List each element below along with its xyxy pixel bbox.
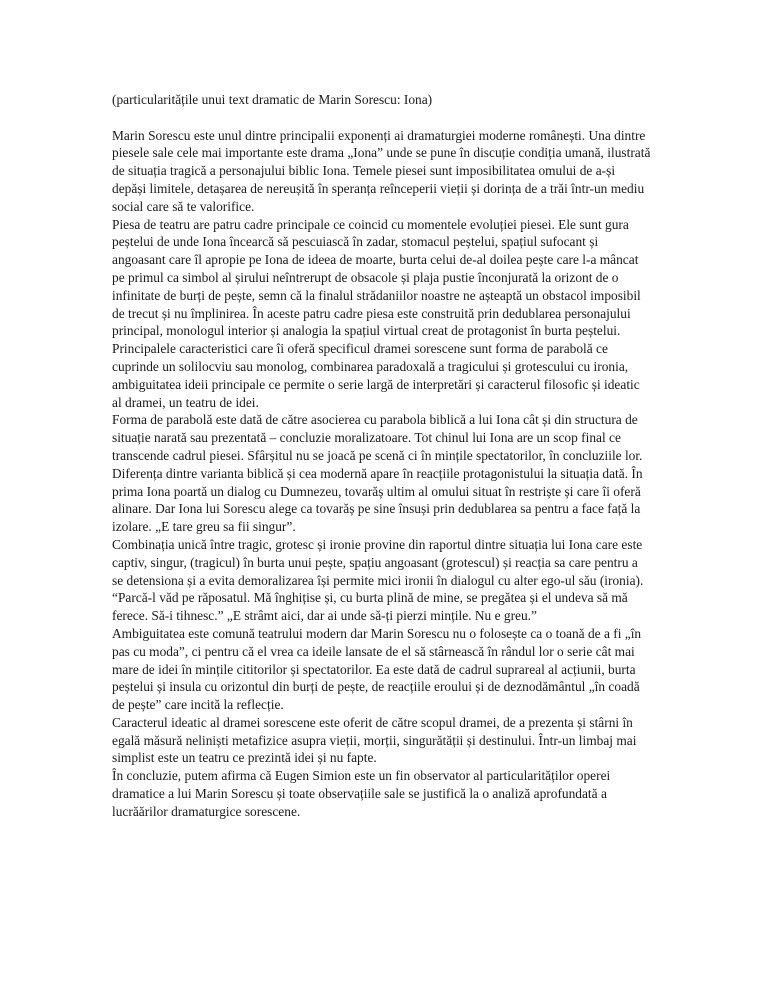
document-page <box>112 91 652 821</box>
paragraph-tragic-grotesc-ironie: Combinația unică între tragic, grotesc și ironie provine din raportul dintre situația lui Iona care este captiv, singur, (tragicul) în burta unui pește, spațiu angoasant (grotescul) și reacția sa care pentru a se detensiona și a evita demoralizarea își permite mici ironii în dialogul cu alter ego-ul său (ironia). “Parcă-l văd pe răposatul. Mă înghițise și, cu burta plină de mine, se pregătea și el undeva să mă ferece. Să-i tihnesc.” „E strâmt aici, dar ai unde să-ți pierzi mințile. Nu e greu.” <box>112 536 644 624</box>
paragraph-caracter-ideatic: Caracterul ideatic al dramei sorescene este oferit de către scopul dramei, de a prezenta și stârni în egală măsură neliniști metafizice asupra vieții, morții, singurătății și destinului. Într-un limbaj mai simplist este un teatru ce prezintă idei și nu fapte. <box>112 714 637 766</box>
paragraph-parabola: Forma de parabolă este dată de către asocierea cu parabola biblică a lui Iona cât și din structura de situație narată sau prezentată – concluzie moralizatoare. Tot chinul lui Iona are un scop final ce transcende cadrul piesei. Sfârșitul nu se joacă pe scenă ci în mințile spectatorilor, în concluziile lor. Diferența dintre varianta biblică și cea modernă apare în reacțiile protagonistului la situația dată. În prima Iona poartă un dialog cu Dumnezeu, tovarăș ultim al omului situat în restriște și care îi oferă alinare. Dar Iona lui Sorescu alege ca tovarăș pe sine însuși prin dedublarea sa pentru a face față la izolare. „E tare greu sa fii singur”. <box>112 412 643 535</box>
paragraph-ambiguitate: Ambiguitatea este comună teatrului modern dar Marin Sorescu nu o folosește ca o toană de a fi „în pas cu moda”, ci pentru că el vrea ca ideile lansate de el să stârnească în rândul lor o serie cât mai mare de idei în mințile cititorilor și spectatorilor. Ea este dată de cadrul suprareal al acțiunii, burta peștelui și insula cu orizontul din burți de pește, de reacțiile eroului și de deznodământul „în coadă de pește” care incită la reflecție. <box>112 625 642 713</box>
paragraph-caracteristici: Principalele caracteristici care îi oferă specificul dramei sorescene sunt forma de parabolă ce cuprinde un solilocviu sau monolog, combinarea paradoxală a tragicului și grotescului cu ironia, ambiguitatea ideii principale ce permite o serie largă de interpretări și caracterul filosofic și ideatic al dramei, un teatru de idei. <box>112 341 640 410</box>
document-subtitle: (particularitățile unui text dramatic de Marin Sorescu: Iona) <box>112 92 433 107</box>
paragraph-cadre: Piesa de teatru are patru cadre principale ce coincid cu momentele evoluției piesei. Ele sunt gura peștelui de unde Iona încearcă să pescuiască în zadar, stomacul peștelui, spațiul sufocant și angoasant care îl apropie pe Iona de ideea de moarte, burta celui de-al doilea pește care l-a mâncat pe primul ca simbol al șirului neîntrerupt de obsacole și plaja pustie înconjurată la orizont de o infinitate de burți de pește, semn că la finalul strădaniilor noastre ne așteaptă un obstacol imposibil de trecut și nu împlinirea. În aceste patru cadre piesa este construită prin dedublarea personajului principal, monologul interior și analogia la spațiul virtual creat de protagonist în burta peștelui. <box>112 216 641 339</box>
paragraph-concluzie: În concluzie, putem afirma că Eugen Simion este un fin observator al particularităților operei dramatice a lui Marin Sorescu și toate observațiile sale se justifică la o analiză aprofundată a lucrăărilor dramaturgice sorescene. <box>112 768 611 819</box>
paragraph-intro: Marin Sorescu este unul dintre principalii exponenți ai dramaturgiei moderne românești. Una dintre piesele sale cele mai importante este drama „Iona” unde se pune în discuție condiția umană, ilustrată de situația tragică a personajului biblic Iona. Temele piesei sunt imposibilitatea omului de a-și depăși limitele, detașarea de nereușită în speranța reînceperii vieții și dorința de a trăi într-un mediu social care să te valorifice. <box>112 127 651 214</box>
